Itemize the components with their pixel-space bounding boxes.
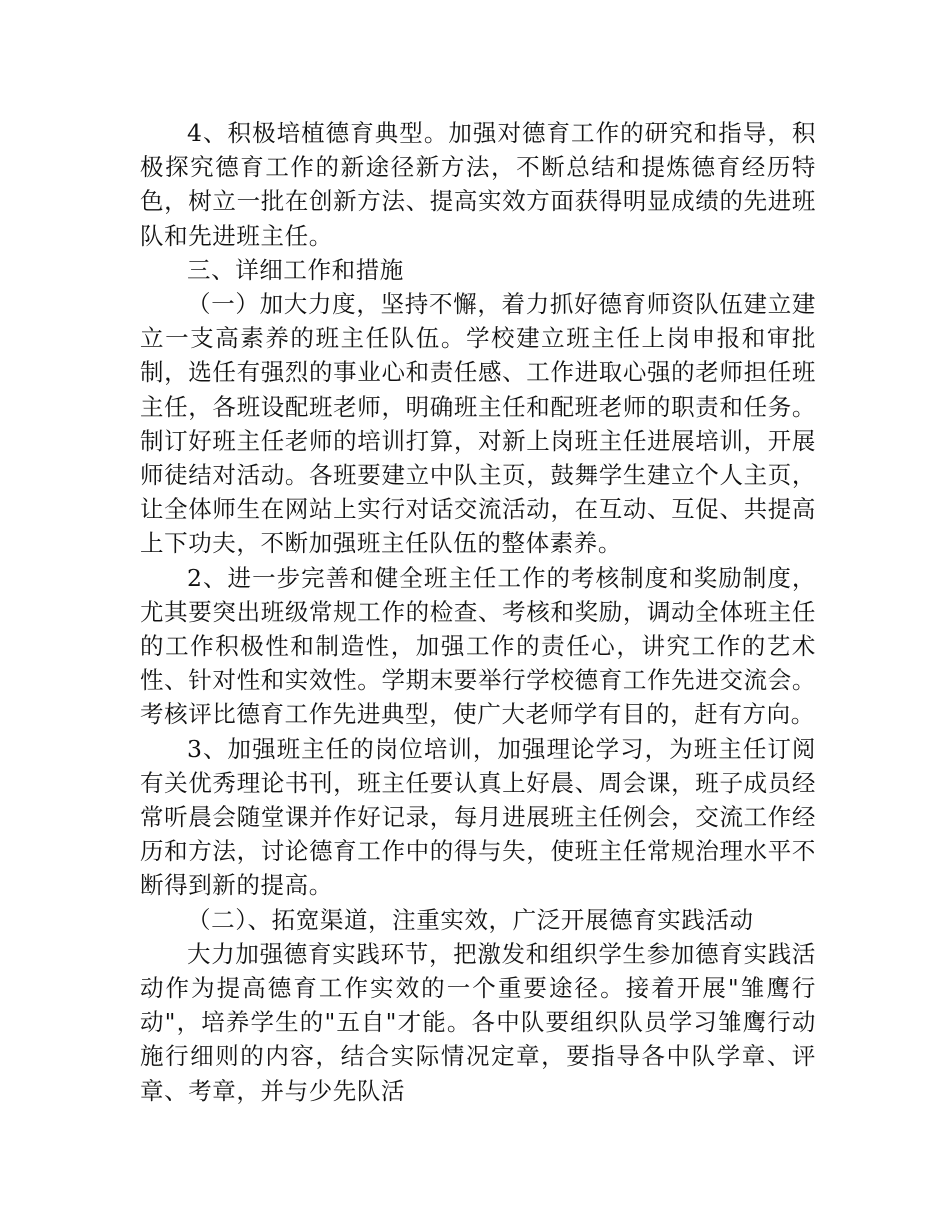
paragraph-cultivate-models: 4、积极培植德育典型。加强对德育工作的研究和指导，积极探究德育工作的新途径新方法，不断总结和提炼德育经历特色，树立一批在创新方法、提高实效方面获得明显成绩的先进班队和先进班主任。 bbox=[140, 119, 816, 250]
document-body bbox=[140, 116, 816, 1108]
paragraph-practice-activities: 大力加强德育实践环节，把激发和组织学生参加德育实践活动作为提高德育工作实效的一个重要途径。接着开展"雏鹰行动"，培养学生的"五自"才能。各中队要组织队员学习雏鹰行动施行细则的内容，结合实际情况定章，要指导各中队学章、评章、考章，并与少先队活 bbox=[140, 939, 816, 1105]
paragraph-post-training: 3、加强班主任的岗位培训，加强理论学习，为班主任订阅有关优秀理论书刊，班主任要认真上好晨、周会课，班子成员经常听晨会随堂课并作好记录，每月进展班主任例会，交流工作经历和方法，讨论德育工作中的得与失，使班主任常规治理水平不断得到新的提高。 bbox=[140, 734, 816, 900]
section-heading-work-measures: 三、详细工作和措施 bbox=[187, 255, 404, 284]
paragraph-teacher-team: （一）加大力度，坚持不懈，着力抓好德育师资队伍建立建立一支高素养的班主任队伍。学校建立班主任上岗申报和审批制，选任有强烈的事业心和责任感、工作进取心强的老师担任班主任，各班设配班老师，明确班主任和配班老师的职责和任务。制订好班主任老师的培训打算，对新上岗班主任进展培训，开展师徒结对活动。各班要建立中队主页，鼓舞学生建立个人主页，让全体师生在网站上实行对话交流活动，在互动、互促、共提高上下功夫，不断加强班主任队伍的整体素养。 bbox=[140, 290, 816, 558]
paragraph-assessment-system: 2、进一步完善和健全班主任工作的考核制度和奖励制度，尤其要突出班级常规工作的检查、考核和奖励，调动全体班主任的工作积极性和制造性，加强工作的责任心，讲究工作的艺术性、针对性和实效性。学期末要举行学校德育工作先进交流会。考核评比德育工作先进典型，使广大老师学有目的，赶有方向。 bbox=[140, 563, 816, 729]
subsection-heading-practice-activities: （二）、拓宽渠道，注重实效，广泛开展德育实践活动 bbox=[187, 905, 754, 934]
